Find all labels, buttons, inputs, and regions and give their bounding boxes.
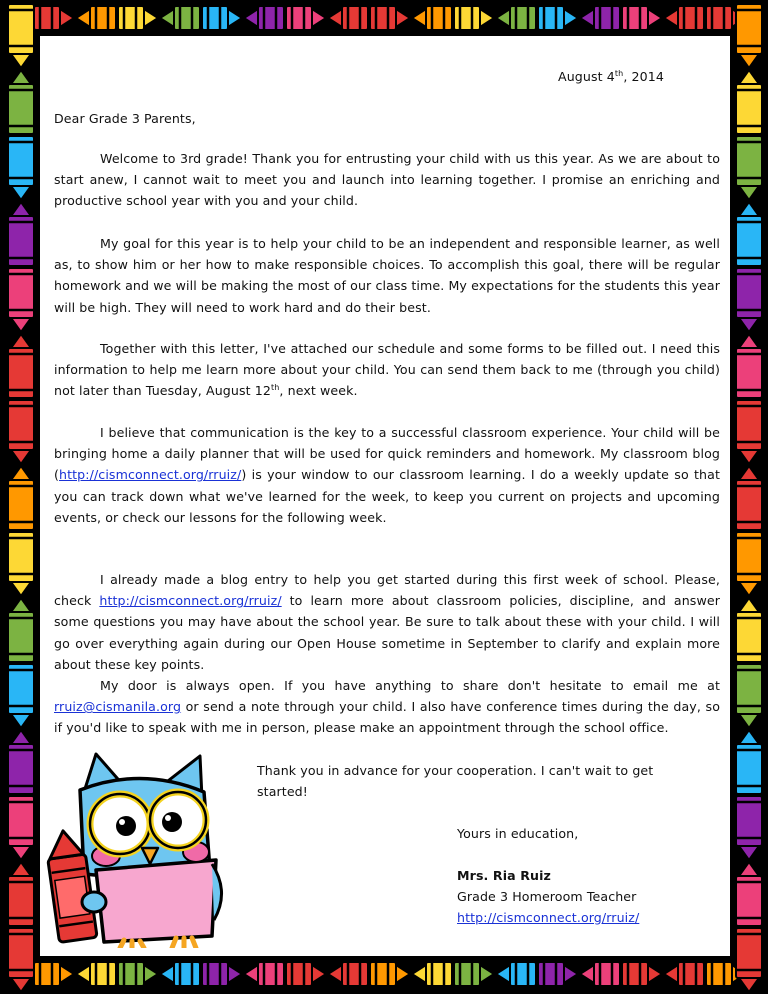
crayon xyxy=(286,962,326,986)
crayon xyxy=(496,6,536,30)
signature-blog-link[interactable]: http://cismconnect.org/rruiz/ xyxy=(457,910,640,925)
crayon xyxy=(8,532,34,596)
crayon xyxy=(8,202,34,266)
crayon xyxy=(328,962,368,986)
closing-text: Yours in education, xyxy=(457,826,579,841)
crayon xyxy=(76,6,116,30)
crayon xyxy=(8,862,34,926)
crayon xyxy=(736,4,762,68)
crayon xyxy=(664,6,704,30)
crayon xyxy=(160,962,200,986)
paragraph-forms: Together with this letter, I've attached our schedule and some forms to be filled out. I need this information to help me learn more about your child. You can send them back to me (through you child) not later than Tuesday, August 12th, next week. xyxy=(54,341,720,399)
crayon xyxy=(736,862,762,926)
crayon xyxy=(34,962,74,986)
signature-title: Grade 3 Homeroom Teacher xyxy=(457,889,637,904)
crayon xyxy=(8,70,34,134)
crayon xyxy=(244,6,284,30)
blog-link[interactable]: http://cismconnect.org/rruiz/ xyxy=(59,467,242,483)
crayon xyxy=(622,6,662,30)
crayon xyxy=(244,962,284,986)
paragraph-open-door: My door is always open. If you have anything to share don't hesitate to email me at rruiz@cismanila.org or send a note through your child. I also have conference times during the day, so if you'd like to speak with me in person, please make an appointment through the school office. xyxy=(54,678,720,736)
crayon xyxy=(370,6,410,30)
crayon xyxy=(160,6,200,30)
email-link[interactable]: rruiz@cismanila.org xyxy=(54,699,182,715)
crayon xyxy=(454,962,494,986)
crayon xyxy=(8,400,34,464)
paragraph-welcome: Welcome to 3rd grade! Thank you for entrusting your child with us this year. As we are about to start anew, I cannot wait to meet you and launch into learning together. I promise an enriching and productive school year with you and your child. xyxy=(54,151,720,209)
crayon xyxy=(736,400,762,464)
crayon xyxy=(622,962,662,986)
crayon xyxy=(736,136,762,200)
crayon xyxy=(736,598,762,662)
crayon xyxy=(8,598,34,662)
crayon xyxy=(202,6,242,30)
salutation: Dear Grade 3 Parents, xyxy=(54,111,196,126)
crayon xyxy=(736,730,762,794)
crayon xyxy=(664,962,704,986)
crayon xyxy=(736,928,762,992)
paragraph-blog-entry: I already made a blog entry to help you get started during this first week of school. Please, check http://cismconnect.org/rruiz/ to learn more about classroom policies, discipline, and answer some questions you may have about the school year. Be sure to talk about these with your child. I will go over everything again during our Open House sometime in September to clarify and explain more about these key points. xyxy=(54,572,720,672)
crayon xyxy=(328,6,368,30)
crayon xyxy=(118,962,158,986)
crayon xyxy=(118,6,158,30)
crayon xyxy=(538,6,578,30)
crayon xyxy=(34,6,74,30)
crayon xyxy=(8,730,34,794)
crayon xyxy=(736,796,762,860)
crayon xyxy=(8,928,34,992)
crayon xyxy=(580,962,620,986)
crayon xyxy=(736,70,762,134)
crayon xyxy=(8,334,34,398)
crayon xyxy=(736,532,762,596)
paragraph-communication: I believe that communication is the key to a successful classroom experience. Your child will be bringing home a daily planner that will be used for quick reminders and homework. My classroom blog (http://cismconnect.org/rruiz/) is your window to our classroom learning. I do a weekly update so that you can track down what we've learned for the week, to keep you current on projects and upcoming events, or check our lessons for the following week. xyxy=(54,425,720,525)
crayon xyxy=(370,962,410,986)
thanks-text: Thank you in advance for your cooperation. I can't wait to get started! xyxy=(257,763,654,800)
blog-link-2[interactable]: http://cismconnect.org/rruiz/ xyxy=(99,593,282,609)
crayon xyxy=(8,466,34,530)
crayon xyxy=(286,6,326,30)
letter-date: August 4th, 2014 xyxy=(558,68,664,84)
owl-illustration xyxy=(44,752,244,948)
crayon xyxy=(76,962,116,986)
signature-name: Mrs. Ria Ruiz xyxy=(457,868,551,883)
crayon xyxy=(736,466,762,530)
crayon xyxy=(8,664,34,728)
crayon xyxy=(412,962,452,986)
crayon xyxy=(8,136,34,200)
crayon xyxy=(496,962,536,986)
paragraph-goal: My goal for this year is to help your child to be an independent and responsible learner, as well as, to show him or her how to make responsible choices. To accomplish this goal, there will be regular homework and we will be making the most of our class time. My expectations for the students this year will be high. They will need to work hard and do their best. xyxy=(54,236,720,315)
crayon xyxy=(8,4,34,68)
signature-link[interactable] xyxy=(457,907,639,928)
crayon xyxy=(736,664,762,728)
crayon xyxy=(736,334,762,398)
crayon xyxy=(202,962,242,986)
crayon xyxy=(8,268,34,332)
crayon xyxy=(412,6,452,30)
crayon xyxy=(454,6,494,30)
crayon xyxy=(538,962,578,986)
crayon xyxy=(8,796,34,860)
crayon xyxy=(580,6,620,30)
crayon xyxy=(736,268,762,332)
crayon xyxy=(736,202,762,266)
